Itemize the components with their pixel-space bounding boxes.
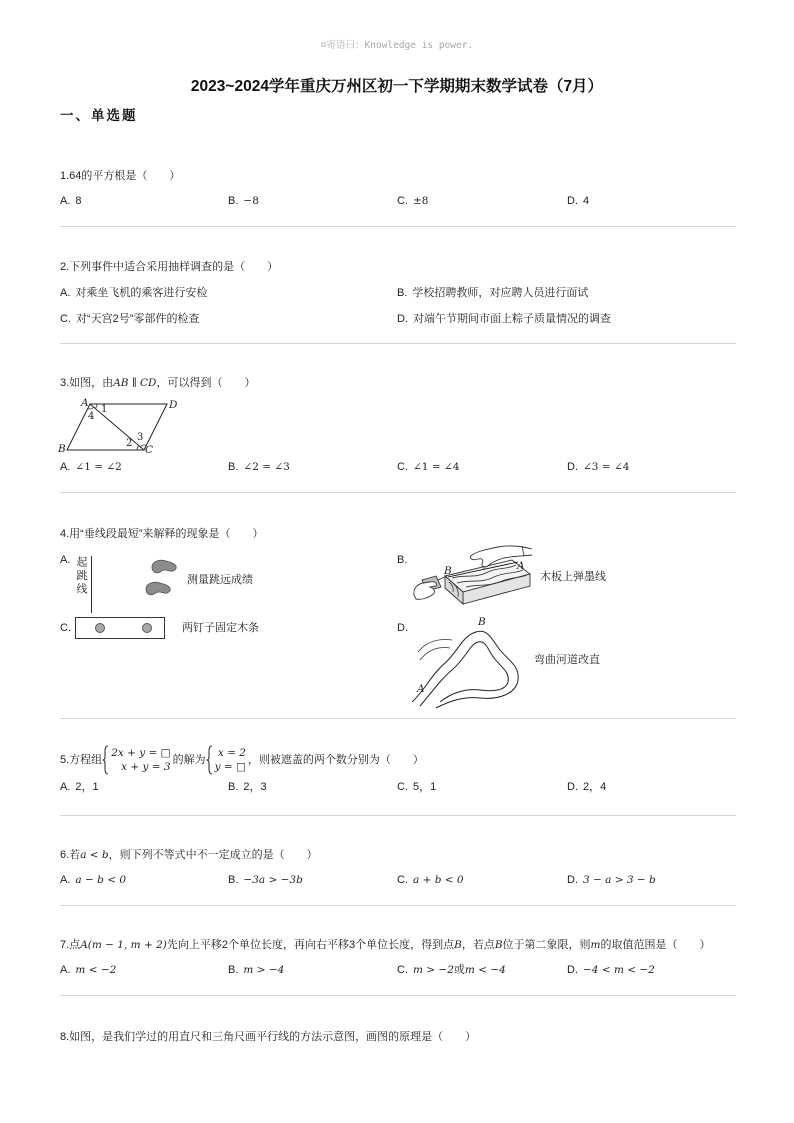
option-text: a − b < 0 <box>75 874 127 886</box>
option-text: 8 <box>75 195 82 207</box>
q7-stem-math: A(m − 1, m + 2) <box>80 939 167 951</box>
footprint-shape <box>152 560 176 573</box>
option-text: −4 < m < −2 <box>583 964 655 976</box>
option-text: 2，1 <box>75 781 99 793</box>
q6-stem-text: ，则下列不等式中不一定成立的是（ ） <box>108 849 318 861</box>
angle-2-arc <box>137 446 139 451</box>
vertex-label-a: A <box>81 397 89 409</box>
q7-stem-math: m <box>590 939 601 951</box>
solution-system <box>215 746 246 774</box>
q2-option-b <box>397 286 588 300</box>
angle-label-3: 3 <box>137 432 144 443</box>
option-text: 4 <box>583 195 590 207</box>
q2-option-c <box>60 312 199 326</box>
option-text: 对乘坐飞机的乘客进行安检 <box>75 287 208 299</box>
point-label-b: B <box>444 565 452 577</box>
q4-option-d-label: D. <box>397 622 408 634</box>
equation-line: x = 2 <box>217 747 246 759</box>
option-text: 2，4 <box>583 781 607 793</box>
option-text: ∠2 = ∠3 <box>243 461 290 473</box>
river-branch <box>418 640 452 661</box>
vertex-label-b: B <box>58 443 66 455</box>
q7-stem-text: 先向上平移2个单位长度，再向右平移3个单位长度，得到点 <box>166 939 455 951</box>
q6-stem-math: a < b <box>80 849 109 861</box>
q5-option-a <box>60 780 99 794</box>
equation-system <box>111 746 170 774</box>
q7-stem-text: 的取值范围是（ ） <box>600 939 711 951</box>
q2-option-d <box>397 312 611 326</box>
question-divider <box>60 492 736 493</box>
q5-stem-text: 5.方程组 <box>60 754 103 766</box>
option-label: D. <box>567 781 578 793</box>
q1-stem: 1.64的平方根是（ ） <box>60 170 181 182</box>
footprint-shape <box>146 582 170 595</box>
q8-stem: 8.如图，是我们学过的用直尺和三角尺画平行线的方法示意图，画图的原理是（ ） <box>60 1031 477 1043</box>
q5-stem <box>60 745 424 775</box>
option-label: A. <box>60 964 71 976</box>
point-label-a: A <box>417 683 425 695</box>
point-label-a: A <box>517 560 525 572</box>
q6-option-c <box>397 873 464 887</box>
q4-option-a-label: A. <box>60 554 71 566</box>
q5-option-d <box>567 780 606 794</box>
q5-stem-text: ，则被遮盖的两个数分别为（ ） <box>247 754 424 766</box>
ink-line-board-figure <box>410 543 535 613</box>
question-divider <box>60 995 736 996</box>
option-text: −8 <box>243 195 259 207</box>
q7-option-b <box>228 963 284 977</box>
question-divider <box>60 718 736 719</box>
option-label: A. <box>60 874 71 886</box>
question-divider <box>60 226 736 227</box>
point-label-b: B <box>478 616 486 628</box>
footprints-figure <box>140 555 180 600</box>
option-label: B. <box>397 287 408 299</box>
nail-icon <box>95 623 105 633</box>
q7-stem-text: 位于第二象限，则 <box>502 939 591 951</box>
option-text: 5，1 <box>413 781 437 793</box>
watermark: ☺寄语曰：Knowledge is power. <box>320 40 474 51</box>
option-text: m < −4 <box>464 964 506 976</box>
option-label: D. <box>397 313 408 325</box>
q7-stem-text: 7.点 <box>60 939 81 951</box>
option-text: ∠3 = ∠4 <box>583 461 630 473</box>
river-figure <box>408 612 528 710</box>
option-label: B. <box>228 195 239 207</box>
q7-option-c <box>397 963 506 977</box>
parallelogram-figure <box>55 394 185 456</box>
vertex-label-c: C <box>145 444 154 456</box>
q7-stem-math: B <box>454 939 462 951</box>
section-heading: 一、单选题 <box>60 108 138 123</box>
option-text: m < −2 <box>75 964 117 976</box>
q6-option-b <box>228 873 303 887</box>
option-label: D. <box>567 874 578 886</box>
q7-option-a <box>60 963 116 977</box>
option-text: m > −4 <box>243 964 285 976</box>
q4-option-a-caption: 测量跳远成绩 <box>187 574 253 586</box>
q3-option-a <box>60 460 122 474</box>
angle-label-4: 4 <box>88 411 95 422</box>
angle-label-1: 1 <box>101 404 108 415</box>
q1-option-d <box>567 194 589 208</box>
river-inner-bank <box>420 642 508 706</box>
option-label: C. <box>60 313 71 325</box>
angle-label-2: 2 <box>126 438 133 449</box>
q7-stem-math: B <box>494 939 503 951</box>
q4-option-c-caption: 两钉子固定木条 <box>182 622 259 634</box>
option-label: A. <box>60 461 71 473</box>
option-text: −3a > −3b <box>243 874 303 886</box>
q3-stem-text: 3.如图，由 <box>60 377 114 389</box>
question-divider <box>60 343 736 344</box>
option-label: C. <box>397 781 408 793</box>
option-label: B. <box>228 964 239 976</box>
vertex-label-d: D <box>169 399 178 411</box>
option-label: A. <box>60 195 71 207</box>
option-text: m > −2 <box>413 964 454 976</box>
option-label: B. <box>228 461 239 473</box>
option-label: C. <box>397 874 408 886</box>
q6-stem-text: 6.若 <box>60 849 81 861</box>
q3-stem-math: AB ∥ CD <box>113 377 157 389</box>
q3-option-b <box>228 460 290 474</box>
q3-option-d <box>567 460 629 474</box>
option-text: ∠1 = ∠4 <box>413 461 460 473</box>
q3-option-c <box>397 460 459 474</box>
q7-option-d <box>567 963 655 977</box>
q5-option-c <box>397 780 436 794</box>
option-joiner: 或 <box>453 964 465 976</box>
q4-stem: 4.用“垂线段最短”来解释的现象是（ ） <box>60 528 264 540</box>
q6-stem <box>60 848 318 862</box>
q1-option-c <box>397 194 428 208</box>
option-label: C. <box>397 964 408 976</box>
option-label: C. <box>397 461 408 473</box>
q7-stem-text: ，若点 <box>461 939 495 951</box>
option-text: ±8 <box>413 195 429 207</box>
q5-stem-text: 的解为 <box>172 754 206 766</box>
q4-option-c-label: C. <box>60 622 71 634</box>
option-text: 对端午节期间市面上粽子质量情况的调查 <box>413 313 611 325</box>
option-text: 学校招聘教师，对应聘人员进行面试 <box>412 287 589 299</box>
brace-path <box>206 746 212 774</box>
q4-option-d-caption: 弯曲河道改直 <box>534 654 600 666</box>
left-brace <box>206 745 213 775</box>
option-label: B. <box>228 781 239 793</box>
q7-stem <box>60 938 711 952</box>
option-text: 3 − a > 3 − b <box>583 874 656 886</box>
equation-line: x + y = 3 <box>121 761 171 773</box>
takeoff-line-label: 起跳线 <box>75 556 87 597</box>
equation-line: 2x + y = □ <box>111 747 171 759</box>
option-text: ∠1 = ∠2 <box>75 461 122 473</box>
angle-1-arc <box>95 404 97 409</box>
q2-option-a <box>60 286 207 300</box>
option-label: A. <box>60 287 71 299</box>
option-label: D. <box>567 195 578 207</box>
option-label: A. <box>60 781 71 793</box>
option-label: D. <box>567 461 578 473</box>
option-text: 2，3 <box>243 781 267 793</box>
equation-line: y = □ <box>214 761 246 773</box>
q1-option-a <box>60 194 82 208</box>
option-label: B. <box>228 874 239 886</box>
exam-title: 2023~2024学年重庆万州区初一下学期期末数学试卷（7月） <box>190 78 604 95</box>
nail-icon <box>142 623 152 633</box>
q5-option-b <box>228 780 267 794</box>
q3-stem-text: ，可以得到（ ） <box>156 377 256 389</box>
q3-stem <box>60 376 255 390</box>
q4-option-b-caption: 木板上弹墨线 <box>540 571 606 583</box>
q2-stem: 2.下列事件中适合采用抽样调查的是（ ） <box>60 261 279 273</box>
lower-hand <box>414 582 437 600</box>
brace-path <box>103 746 109 774</box>
option-text: 对“天宫2号”零部件的检查 <box>76 313 200 325</box>
q6-option-a <box>60 873 126 887</box>
option-text: a + b < 0 <box>413 874 464 886</box>
option-label: D. <box>567 964 578 976</box>
diagonal-ac <box>90 404 144 450</box>
q1-option-b <box>228 194 259 208</box>
takeoff-line <box>91 556 92 613</box>
option-label: C. <box>397 195 408 207</box>
q6-option-d <box>567 873 656 887</box>
q4-option-b-label: B. <box>397 554 408 566</box>
question-divider <box>60 815 736 816</box>
question-divider <box>60 905 736 906</box>
left-brace <box>102 745 109 775</box>
